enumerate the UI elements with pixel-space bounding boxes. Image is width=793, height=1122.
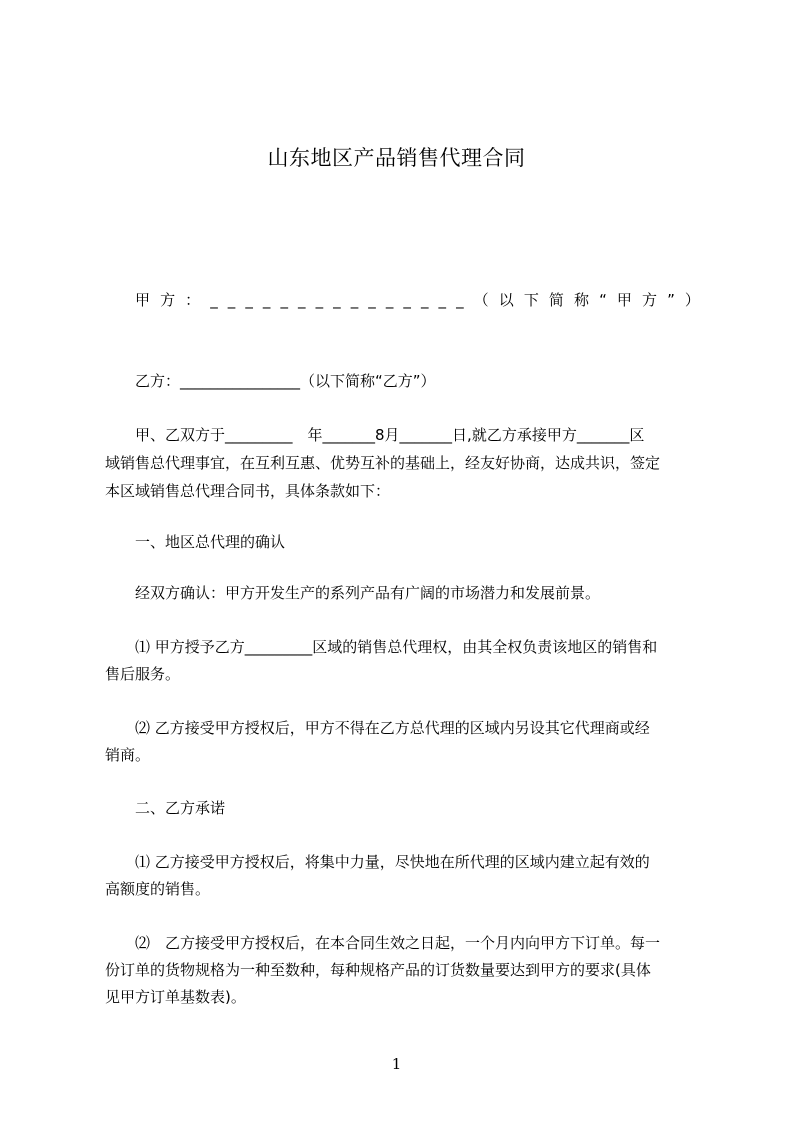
party-a-blank-char: _ [262,291,271,309]
party-a-blank-char: _ [368,291,376,309]
intro-line: 本区域销售总代理合同书，具体条款如下： [105,482,391,500]
party-a-blank-char: _ [385,291,394,309]
party-a-char: ” [667,291,675,309]
page-number: 1 [391,1055,402,1073]
party-a-blank-char: _ [315,291,324,309]
section-2-item-1-line: ⑴ 乙方接受甲方授权后，将集中力量，尽快地在所代理的区域内建立起有效的 [135,853,650,871]
party-a-char: “ [599,291,607,309]
intro-line: 域销售总代理事宜，在互利互惠、优势互补的基础上，经友好协商，达成共识，签定 [105,454,661,472]
party-a-char: 简 [548,291,564,309]
party-a-blank-char: _ [280,291,288,309]
party-a-blank-char: _ [333,291,341,309]
party-a-blank-char: _ [350,291,359,309]
section-1-item-1-line: 售后服务。 [105,665,181,683]
section-1-item-2-line: ⑵ 乙方接受甲方授权后，甲方不得在乙方总代理的区域内另设其它代理商或经 [135,719,650,737]
party-a-char: 方 [641,291,657,309]
party-a-blank-char: _ [420,291,429,309]
section-2-heading: 二、乙方承诺 [135,799,226,817]
party-a-blank-char: _ [403,291,411,309]
intro-line: 甲、乙双方于_________ 年_______8月_______日,就乙方承接甲方_______区 [135,426,645,444]
party-a-char: 甲 [616,291,632,309]
party-a-char: 以 [498,291,514,309]
section-1-confirm: 经双方确认：甲方开发生产的系列产品有广阔的市场潜力和发展前景。 [135,584,601,602]
party-b-line: 乙方：________________（以下简称“乙方”） [135,372,436,390]
party-a-blank-char: _ [227,291,236,309]
party-a-blank-char: _ [438,291,447,309]
party-a-blank-char: _ [456,291,464,309]
party-a-char: 称 [573,291,589,309]
party-a-char: 甲 [135,291,151,309]
party-a-line [135,289,700,311]
party-a-char: （ [473,291,489,309]
party-a-blank-char: _ [245,291,253,309]
section-1-item-1-line: ⑴ 甲方授予乙方_________区域的销售总代理权，由其全权负责该地区的销售和 [135,638,658,656]
party-a-char: 下 [523,291,539,309]
party-a-blank-char: _ [298,291,306,309]
section-2-item-2-line: ⑵ 乙方接受甲方授权后，在本合同生效之日起，一个月内向甲方下订单。每一 [135,934,661,952]
document-title: 山东地区产品销售代理合同 [267,146,526,170]
section-2-item-1-line: 高额度的销售。 [105,880,211,898]
section-1-item-2-line: 销商。 [105,746,151,764]
party-a-char: ： [185,291,201,309]
party-a-char: ） [684,291,700,309]
section-2-item-2-line: 份订单的货物规格为一种至数种，每种规格产品的订货数量要达到甲方的要求(具体 [105,961,651,979]
section-1-heading: 一、地区总代理的确认 [135,533,286,551]
party-a-blank-char: _ [210,291,218,309]
party-a-char: 方 [160,291,176,309]
section-2-item-2-line: 见甲方订单基数表)。 [105,988,246,1006]
